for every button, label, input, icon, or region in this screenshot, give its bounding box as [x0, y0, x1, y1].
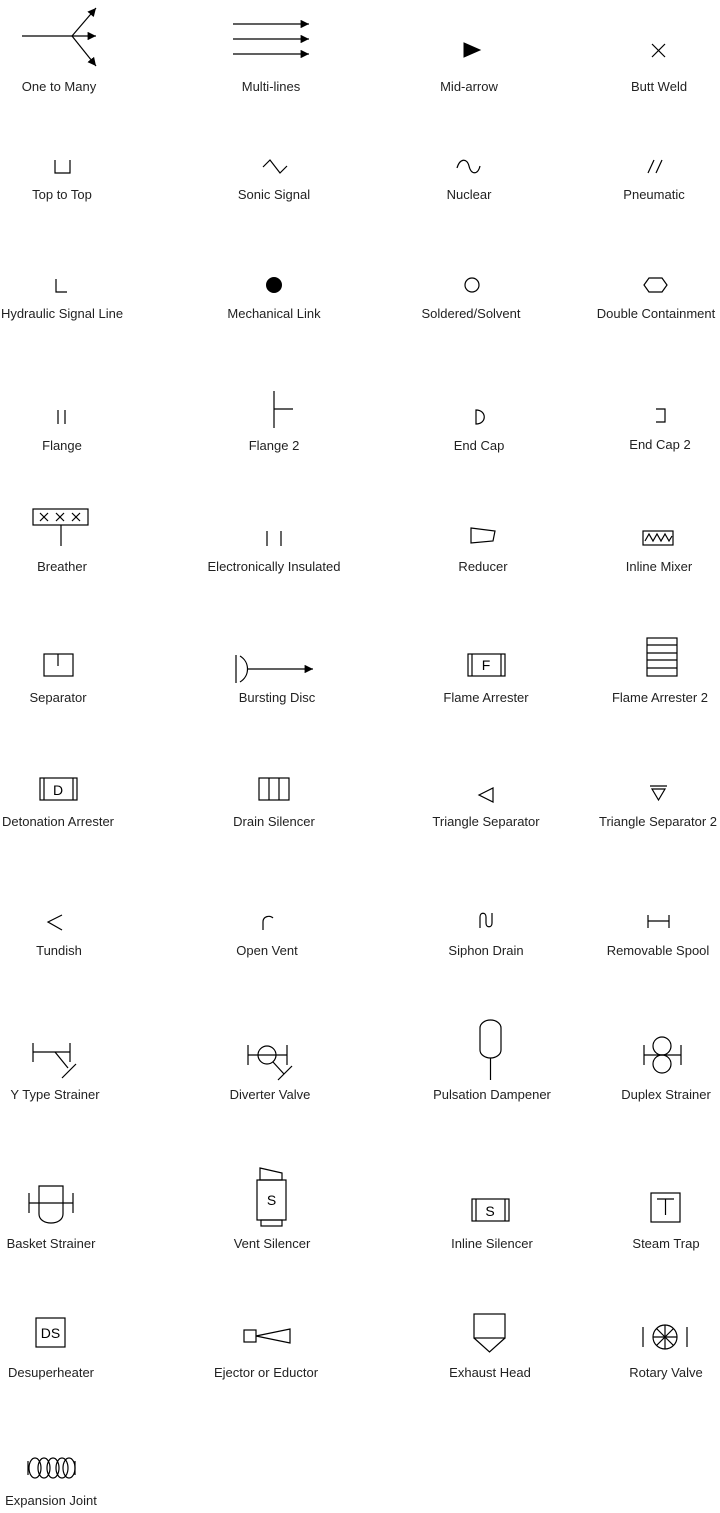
drain-silencer-label: Drain Silencer — [233, 814, 315, 829]
butt-weld-label: Butt Weld — [630, 79, 688, 94]
bursting-disc-label: Bursting Disc — [238, 690, 316, 705]
pneumatic-icon — [648, 160, 662, 173]
y-type-strainer-label: Y Type Strainer — [10, 1087, 100, 1102]
end-cap-2-label: End Cap 2 — [629, 437, 691, 452]
bursting-disc-icon — [236, 655, 313, 683]
hydraulic-signal-line-label: Hydraulic Signal Line — [0, 306, 124, 321]
flame-arrester-letter: F — [481, 657, 491, 673]
ejector-or-eductor-label: Ejector or Eductor — [213, 1365, 319, 1380]
basket-strainer-icon — [29, 1186, 73, 1223]
end-cap-label: End Cap — [453, 438, 505, 453]
desuperheater-label: Desuperheater — [8, 1365, 94, 1380]
flange-icon — [58, 410, 65, 424]
mid-arrow-icon — [464, 43, 480, 57]
hydraulic-signal-line-icon — [56, 279, 67, 292]
vent-silencer-label: Vent Silencer — [233, 1236, 311, 1251]
basket-strainer-label: Basket Strainer — [6, 1236, 96, 1251]
expansion-joint-label: Expansion Joint — [5, 1493, 97, 1508]
multi-lines-label: Multi-lines — [241, 79, 301, 94]
desuperheater-letters: DS — [40, 1325, 61, 1341]
expansion-joint-icon — [28, 1458, 75, 1478]
mechanical-link-label: Mechanical Link — [227, 306, 321, 321]
sonic-signal-label: Sonic Signal — [237, 187, 311, 202]
end-cap-2-icon — [656, 409, 665, 422]
open-vent-icon — [263, 916, 273, 930]
diverter-valve-label: Diverter Valve — [229, 1087, 311, 1102]
breather-icon — [33, 509, 88, 546]
tundish-icon — [48, 915, 62, 930]
tundish-label: Tundish — [36, 943, 82, 958]
nuclear-label: Nuclear — [446, 187, 492, 202]
rotary-valve-label: Rotary Valve — [629, 1365, 703, 1380]
multi-lines-icon — [233, 24, 309, 54]
drain-silencer-icon — [259, 778, 289, 800]
separator-icon — [44, 654, 73, 676]
open-vent-label: Open Vent — [236, 943, 298, 958]
detonation-arrester-icon — [40, 778, 77, 800]
inline-mixer-icon — [643, 531, 673, 545]
triangle-separator-icon — [479, 788, 493, 802]
steam-trap-label: Steam Trap — [632, 1236, 700, 1251]
y-type-strainer-icon — [33, 1043, 76, 1078]
exhaust-head-icon — [474, 1314, 505, 1352]
inline-silencer-letter: S — [485, 1203, 495, 1219]
inline-silencer-icon — [472, 1199, 509, 1221]
flame-arrester-2-icon — [647, 638, 677, 676]
triangle-separator-label: Triangle Separator — [432, 814, 540, 829]
siphon-drain-label: Siphon Drain — [448, 943, 524, 958]
electronically-insulated-icon — [267, 531, 281, 546]
double-containment-label: Double Containment — [596, 306, 716, 321]
desuperheater-icon — [36, 1318, 65, 1347]
pulsation-dampener-icon — [480, 1020, 501, 1080]
detonation-arrester-label: Detonation Arrester — [1, 814, 115, 829]
mid-arrow-label: Mid-arrow — [440, 79, 498, 94]
pulsation-dampener-label: Pulsation Dampener — [433, 1087, 551, 1102]
flame-arrester-2-label: Flame Arrester 2 — [611, 690, 709, 705]
siphon-drain-icon — [480, 913, 492, 928]
inline-mixer-label: Inline Mixer — [625, 559, 693, 574]
vent-silencer-icon — [257, 1168, 286, 1226]
reducer-label: Reducer — [458, 559, 508, 574]
butt-weld-icon — [652, 44, 665, 57]
double-containment-icon — [644, 278, 667, 292]
flange-label: Flange — [42, 438, 82, 453]
duplex-strainer-label: Duplex Strainer — [621, 1087, 711, 1102]
mechanical-link-icon — [267, 278, 282, 293]
nuclear-icon — [457, 160, 480, 173]
one-to-many-icon — [22, 8, 96, 66]
separator-label: Separator — [29, 690, 87, 705]
pneumatic-label: Pneumatic — [623, 187, 685, 202]
exhaust-head-label: Exhaust Head — [449, 1365, 531, 1380]
top-to-top-icon — [55, 160, 70, 173]
flange-2-label: Flange 2 — [248, 438, 300, 453]
triangle-separator-2-label: Triangle Separator 2 — [598, 814, 718, 829]
rotary-valve-icon — [643, 1325, 687, 1349]
flange-2-icon — [274, 391, 293, 428]
ejector-or-eductor-icon — [244, 1329, 290, 1343]
electronically-insulated-label: Electronically Insulated — [207, 559, 341, 574]
breather-label: Breather — [37, 559, 87, 574]
diverter-valve-icon — [248, 1045, 292, 1080]
detonation-arrester-letter: D — [52, 782, 64, 798]
top-to-top-label: Top to Top — [32, 187, 92, 202]
one-to-many-label: One to Many — [21, 79, 97, 94]
sonic-signal-icon — [263, 160, 287, 173]
reducer-icon — [471, 528, 495, 543]
duplex-strainer-icon — [644, 1037, 681, 1073]
end-cap-icon — [476, 410, 484, 424]
soldered-solvent-icon — [465, 278, 479, 292]
inline-silencer-label: Inline Silencer — [451, 1236, 533, 1251]
soldered-solvent-label: Soldered/Solvent — [421, 306, 521, 321]
flame-arrester-icon — [468, 654, 505, 676]
removable-spool-icon — [648, 915, 669, 928]
steam-trap-icon — [651, 1193, 680, 1222]
removable-spool-label: Removable Spool — [606, 943, 710, 958]
vent-silencer-letter: S — [266, 1192, 277, 1208]
triangle-separator-2-icon — [650, 786, 667, 800]
flame-arrester-label: Flame Arrester — [443, 690, 529, 705]
